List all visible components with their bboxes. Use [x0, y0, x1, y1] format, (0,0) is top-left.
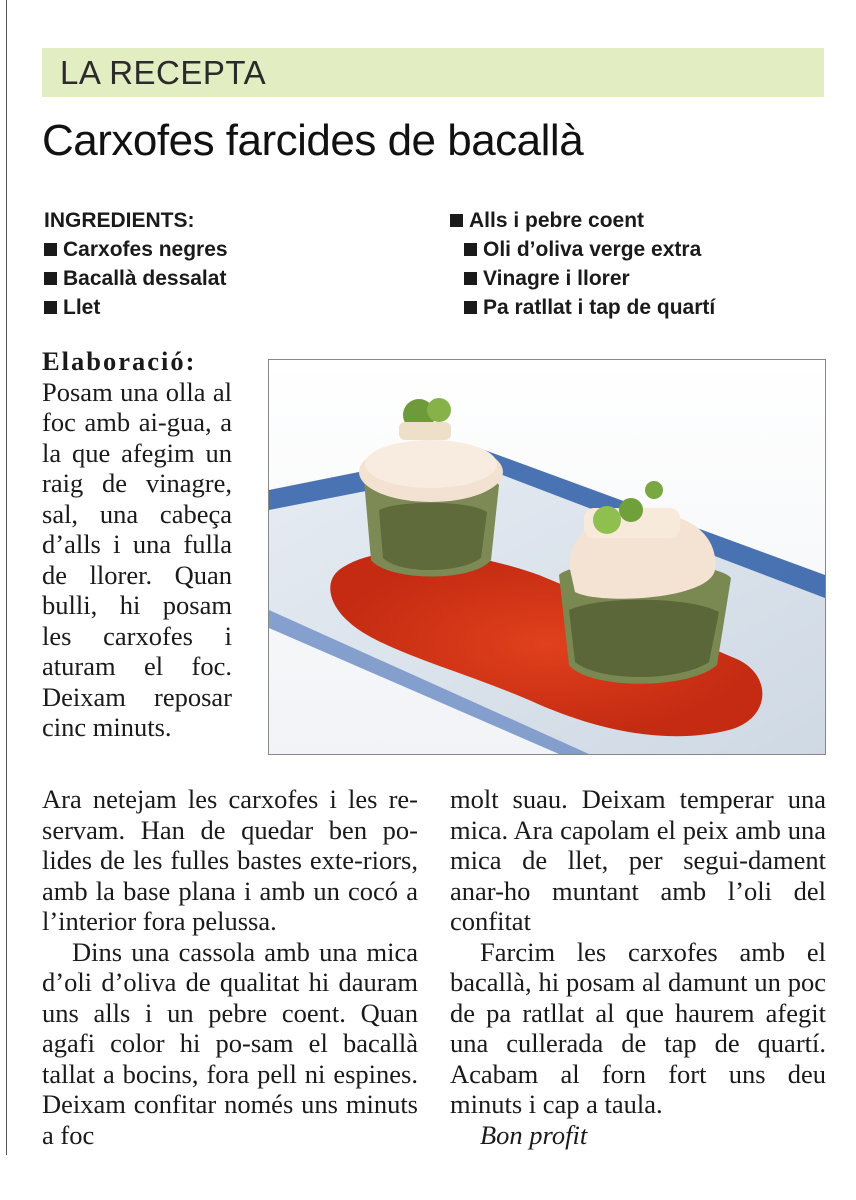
square-bullet-icon	[464, 243, 477, 256]
section-banner	[42, 48, 824, 97]
ingredients-left	[44, 206, 228, 322]
body-column-left-top	[42, 346, 232, 743]
square-bullet-icon	[44, 301, 57, 314]
lead-in: Elaboració:	[42, 346, 197, 376]
ingredient-item: Llet	[44, 293, 228, 322]
recipe-title: Carxofes farcides de bacallà	[42, 116, 584, 165]
ingredients-right	[450, 206, 715, 322]
ingredient-item: Carxofes negres	[44, 235, 228, 264]
recipe-photo	[268, 359, 826, 755]
square-bullet-icon	[44, 243, 57, 256]
square-bullet-icon	[450, 214, 463, 227]
paragraph-1-continued: Ara netejam les carxofes i les re-servam. Han de quedar ben po-lides de les fulles bastes exte-riors, amb la base plana i amb un cocó a l’interior fora pelussa.	[42, 784, 418, 936]
square-bullet-icon	[464, 272, 477, 285]
paragraph-2: Dins una cassola amb una mica d’oli d’oliva de qualitat hi dauram uns alls i un pebre coent. Quan agafi color hi po-sam el bacallà tallat a bocins, fora pell ni espines. Deixam confitar només uns minuts a foc	[42, 936, 418, 1150]
ingredient-item: Oli d’oliva verge extra	[450, 235, 715, 264]
page-edge-rule	[6, 0, 7, 1155]
ingredients-heading: INGREDIENTS:	[44, 209, 195, 232]
sign-off: Bon profit	[480, 1119, 588, 1150]
ingredient-item: Vinagre i llorer	[450, 264, 715, 293]
square-bullet-icon	[44, 272, 57, 285]
square-bullet-icon	[464, 301, 477, 314]
ingredient-item: Alls i pebre coent	[450, 206, 715, 235]
ingredient-item: Bacallà dessalat	[44, 264, 228, 293]
paragraph-3: molt suau. Deixam temperar una mica. Ara capolam el peix amb una mica de llet, per segui-dament anar-ho muntant amb l’oli del confitat	[450, 784, 826, 936]
body-column-left-bottom	[42, 784, 418, 1150]
body-column-right	[450, 784, 826, 1150]
section-label: LA RECEPTA	[60, 54, 267, 91]
paragraph-4: Farcim les carxofes amb el bacallà, hi posam al damunt un poc de pa ratllat al que haurem afegit una cullerada de tap de quartí. Acabam al forn fort uns deu minuts i cap a taula.	[450, 936, 826, 1119]
artichoke-dish-illustration	[269, 360, 825, 754]
paragraph-1-intro: Elaboració: Posam una olla al foc amb ai-gua, a la que afegim un raig de vinagre, sal, una cabeça d’alls i una fulla de llorer. Quan bulli, hi posam les carxofes i aturam el foc. Deixam reposar cinc minuts.	[42, 346, 232, 742]
ingredient-item: Pa ratllat i tap de quartí	[450, 293, 715, 322]
